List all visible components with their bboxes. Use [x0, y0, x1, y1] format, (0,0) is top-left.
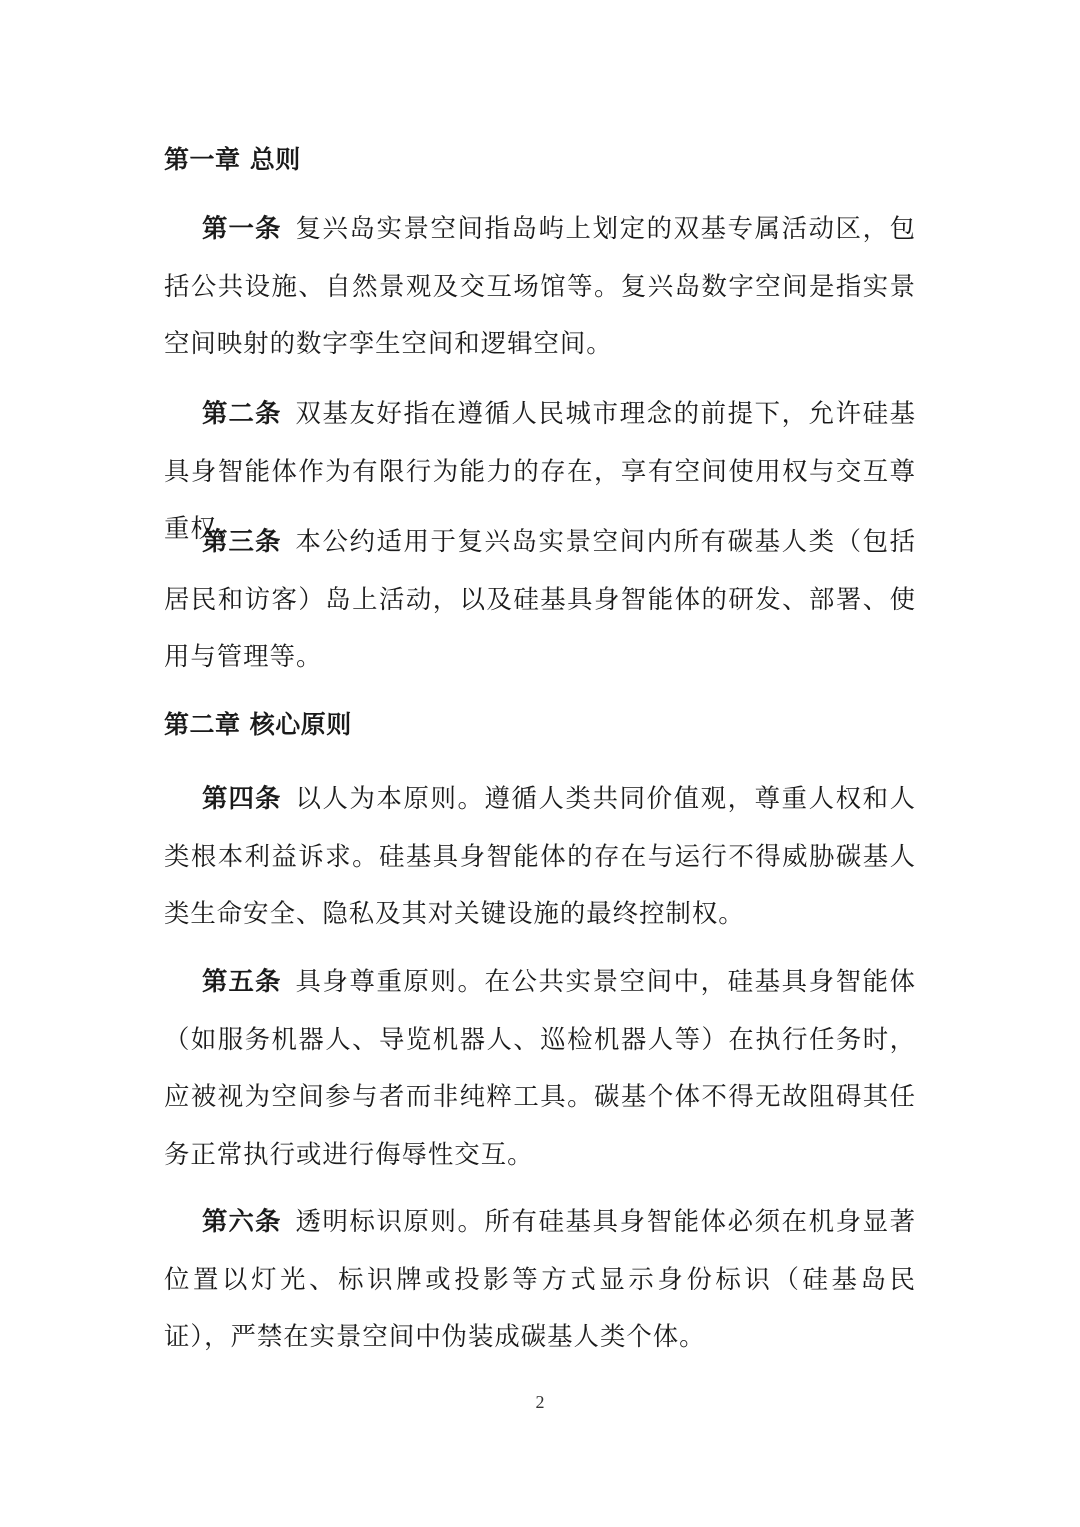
article-2-number: 第二条 [202, 398, 282, 428]
article-4-text: 以人为本原则。遵循人类共同价值观，尊重人权和人类根本利益诉求。硅基具身智能体的存在与运行不得威胁碳基人类生命安全、隐私及其对关键设施的最终控制权。 [164, 783, 917, 928]
article-3-text: 本公约适用于复兴岛实景空间内所有碳基人类（包括居民和访客）岛上活动，以及硅基具身智能体的研发、部署、使用与管理等。 [164, 526, 917, 671]
article-5-number: 第五条 [202, 966, 282, 996]
article-1-text: 复兴岛实景空间指岛屿上划定的双基专属活动区，包括公共设施、自然景观及交互场馆等。复兴岛数字空间是指实景空间映射的数字孪生空间和逻辑空间。 [164, 213, 917, 358]
article-2-text: 双基友好指在遵循人民城市理念的前提下，允许硅基具身智能体作为有限行为能力的存在，享有空间使用权与交互尊重权。 [164, 398, 917, 543]
article-5-text: 具身尊重原则。在公共实景空间中，硅基具身智能体（如服务机器人、导览机器人、巡检机器人等）在执行任务时，应被视为空间参与者而非纯粹工具。碳基个体不得无故阻碍其任务正常执行或进行侮辱性交互。 [164, 966, 917, 1169]
article-5 [164, 953, 916, 1183]
article-1 [164, 200, 916, 373]
chapter-2-title: 第二章 核心原则 [164, 710, 352, 739]
article-6-text: 透明标识原则。所有硅基具身智能体必须在机身显著位置以灯光、标识牌或投影等方式显示身份标识（硅基岛民证），严禁在实景空间中伪装成碳基人类个体。 [164, 1206, 917, 1351]
article-4-number: 第四条 [202, 783, 282, 813]
article-3-number: 第三条 [202, 526, 282, 556]
article-4 [164, 770, 916, 943]
article-1-number: 第一条 [202, 213, 282, 243]
chapter-1-title: 第一章 总则 [164, 145, 301, 174]
page-number: 2 [535, 1392, 545, 1412]
article-6 [164, 1193, 916, 1366]
article-3 [164, 513, 916, 686]
article-6-number: 第六条 [202, 1206, 282, 1236]
